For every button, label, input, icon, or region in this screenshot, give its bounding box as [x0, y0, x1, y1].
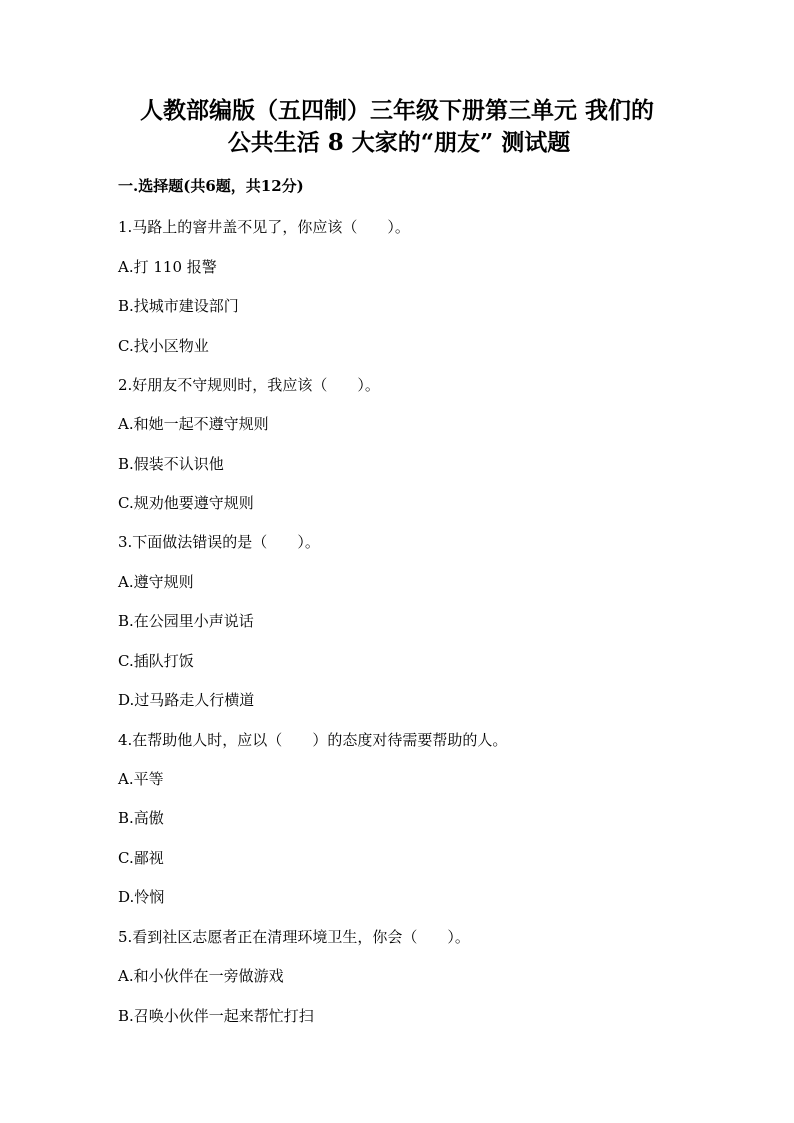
- question-stem: 1.马路上的窨井盖不见了，你应该（ ）。: [118, 218, 410, 236]
- question-stem: 4.在帮助他人时，应以（ ）的态度对待需要帮助的人。: [118, 731, 508, 749]
- answer-option: C.规劝他要遵守规则: [118, 494, 254, 512]
- document-title-line-1: 人教部编版（五四制）三年级下册第三单元 我们的: [139, 97, 654, 124]
- answer-option: B.高傲: [118, 809, 164, 827]
- question-stem: 3.下面做法错误的是（ ）。: [118, 533, 320, 551]
- answer-option: A.平等: [118, 770, 164, 788]
- answer-option: A.和她一起不遵守规则: [118, 415, 269, 433]
- question-stem: 2.好朋友不守规则时，我应该（ ）。: [118, 376, 380, 394]
- answer-option: B.假装不认识他: [118, 455, 224, 473]
- answer-option: A.打 110 报警: [118, 258, 217, 276]
- answer-option: A.和小伙伴在一旁做游戏: [118, 967, 284, 985]
- answer-option: B.在公园里小声说话: [118, 612, 254, 630]
- answer-option: B.召唤小伙伴一起来帮忙打扫: [118, 1007, 314, 1025]
- answer-option: D.过马路走人行横道: [118, 691, 255, 709]
- question-stem: 5.看到社区志愿者正在清理环境卫生，你会（ ）。: [118, 928, 470, 946]
- answer-option: D.怜悯: [118, 888, 165, 906]
- section-heading: 一.选择题(共6题，共12分): [118, 177, 304, 195]
- answer-option: B.找城市建设部门: [118, 297, 239, 315]
- answer-option: A.遵守规则: [118, 573, 194, 591]
- document-title-line-2: 公共生活 8 大家的“朋友” 测试题: [227, 129, 571, 156]
- answer-option: C.鄙视: [118, 849, 164, 867]
- answer-option: C.插队打饭: [118, 652, 194, 670]
- answer-option: C.找小区物业: [118, 337, 209, 355]
